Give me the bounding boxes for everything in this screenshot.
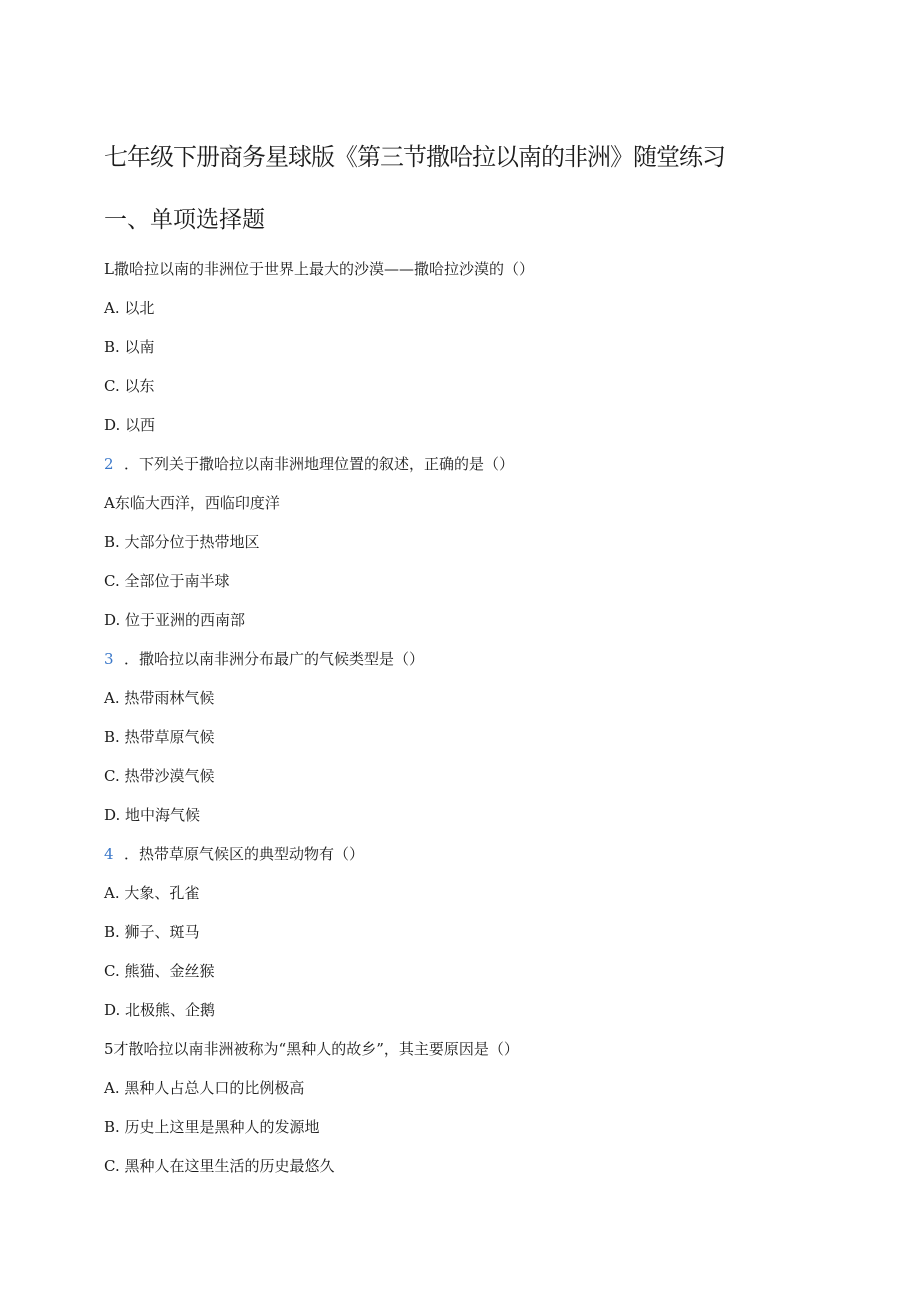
question-2-number: 2 [104,455,114,473]
question-3-option-d: D. 地中海气候 [104,806,201,824]
question-3-text: ．撒哈拉以南非洲分布最广的气候类型是（） [124,650,425,668]
question-2-option-d: D. 位于亚洲的西南部 [104,611,246,629]
question-2-option-b: B. 大部分位于热带地区 [104,533,260,551]
question-3-option-a: A. 热带雨林气候 [104,689,215,707]
question-1-option-a: A. 以北 [104,299,155,317]
question-3-number: 3 [104,650,114,668]
question-5-option-a: A. 黑种人占总人口的比例极高 [104,1079,305,1097]
question-1-text: L撒哈拉以南的非洲位于世界上最大的沙漠——撒哈拉沙漠的（） [104,260,534,278]
question-1-option-c: C. 以东 [104,377,155,395]
question-4-option-d: D. 北极熊、企鹅 [104,1001,216,1019]
question-1-stem [104,258,534,280]
question-4-stem [104,843,364,865]
question-2-option-a: A东临大西洋，西临印度洋 [104,494,280,512]
question-4-option-b: B. 狮子、斑马 [104,923,200,941]
page-title: 七年级下册商务星球版《第三节撒哈拉以南的非洲》随堂练习 [104,143,725,171]
question-2-text: ．下列关于撒哈拉以南非洲地理位置的叙述，正确的是（） [124,455,515,473]
question-3-option-c: C. 热带沙漠气候 [104,767,215,785]
question-5-option-b: B. 历史上这里是黑种人的发源地 [104,1118,320,1136]
question-1-option-d: D. 以西 [104,416,156,434]
question-4-text: ．热带草原气候区的典型动物有（） [124,845,365,863]
question-4-number: 4 [104,845,114,863]
question-4-option-a: A. 大象、孔雀 [104,884,200,902]
question-1-option-b: B. 以南 [104,338,155,356]
question-5-stem [104,1038,519,1060]
question-3-option-b: B. 热带草原气候 [104,728,215,746]
question-3-stem [104,648,424,670]
question-2-stem [104,453,514,475]
question-5-option-c: C. 黑种人在这里生活的历史最悠久 [104,1157,335,1175]
question-2-option-c: C. 全部位于南半球 [104,572,230,590]
question-5-text: 5才散哈拉以南非洲被称为“黑种人的故乡”，其主要原因是（） [104,1040,519,1058]
question-4-option-c: C. 熊猫、金丝猴 [104,962,215,980]
section-heading: 一、单项选择题 [104,207,265,233]
